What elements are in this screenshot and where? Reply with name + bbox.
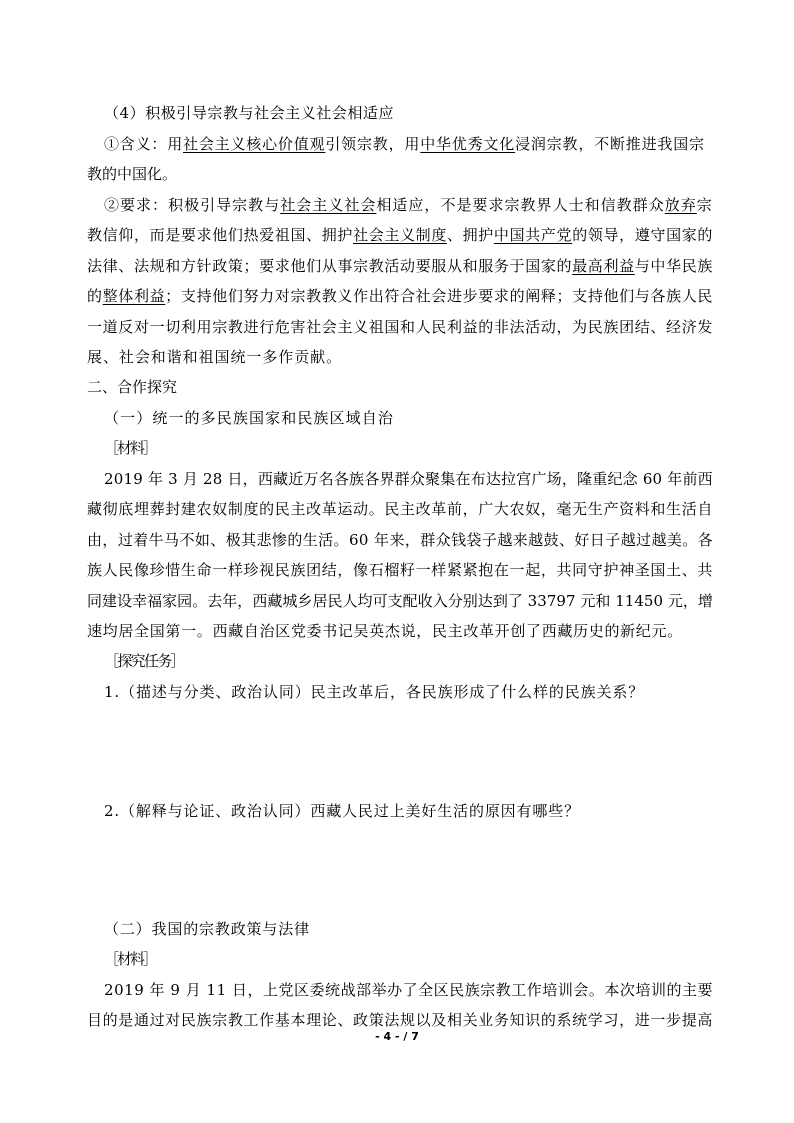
text-run: 引领宗教，用 [325, 135, 421, 153]
underlined-term: 中华优秀文化 [420, 135, 516, 153]
material-paragraph-cont [87, 622, 683, 640]
text-run: ②要求：积极引导宗教与 [104, 196, 281, 214]
material-label [104, 439, 156, 457]
question-1 [104, 683, 644, 701]
text-run: ［材料］ [104, 439, 157, 457]
text-run: ；支持他们努力对宗教教义作出符合社会进步要求的阐释；支持他们与各族人民 [165, 287, 714, 305]
text-run: 1.（描述与分类、政治认同）民主改革后，各民族形成了什么样的民族关系？ [104, 683, 645, 701]
underlined-term: 最高利益 [572, 257, 635, 275]
underlined-term: 社会主义制度 [353, 226, 447, 244]
text-run: 教信仰，而是要求他们热爱祖国、拥护 [87, 226, 354, 244]
paragraph-requirements-cont [87, 226, 713, 244]
underlined-term: 放弃 [664, 196, 697, 214]
underlined-term: 社会主义核心价值观 [183, 135, 326, 153]
text-run: 与中华民族 [634, 257, 714, 275]
text-run: 族人民像珍惜生命一样珍视民族团结，像石榴籽一样紧紧抱在一起，共同守护神圣国土、共 [87, 561, 714, 579]
text-run: 同建设幸福家园。去年，西藏城乡居民人均可支配收入分别达到了 33797 元和 11450 元，增 [87, 592, 713, 610]
paragraph-meaning-cont [87, 165, 177, 183]
section-heading-religion-socialism [104, 104, 394, 122]
text-run: 展、社会和谐和祖国统一多作贡献。 [87, 348, 343, 366]
material-paragraph [104, 470, 713, 488]
text-run: 2019 年 9 月 11 日，上党区委统战部举办了全区民族宗教工作培训会。本次培训的主要 [104, 981, 714, 999]
text-run: 、拥护 [446, 226, 494, 244]
paragraph-meaning [104, 135, 705, 153]
material-paragraph-cont [87, 500, 713, 518]
material-paragraph-cont [87, 592, 713, 610]
paragraph-requirements-cont [87, 348, 342, 366]
text-run: ［材料］ [104, 950, 157, 968]
text-run: ［探究任务］ [104, 652, 184, 670]
text-run: 宗 [696, 196, 713, 214]
text-run: 的 [87, 287, 103, 305]
subsection-heading-religious-policy [104, 920, 310, 938]
underlined-term: 整体利益 [102, 287, 166, 305]
paragraph-requirements-cont [87, 318, 713, 336]
text-run: 一道反对一切利用宗教进行危害社会主义祖国和人民利益的非法活动，为民族团结、经济发 [87, 318, 714, 336]
text-run: 速均居全国第一。西藏自治区党委书记吴英杰说，民主改革开创了西藏历史的新纪元。 [87, 622, 683, 640]
text-run: 的领导，遵守国家的 [572, 226, 714, 244]
inquiry-task-label [104, 652, 184, 670]
text-run: （二）我国的宗教政策与法律 [104, 920, 310, 938]
paragraph-requirements-cont [87, 287, 713, 305]
question-2 [104, 802, 580, 820]
page-number: - 4 - / 7 [375, 1030, 419, 1043]
text-run: 藏彻底埋葬封建农奴制度的民主改革运动。民主改革前，广大农奴，毫无生产资料和生活自 [87, 500, 714, 518]
material-paragraph-2 [104, 981, 713, 999]
paragraph-requirements-cont [87, 257, 713, 275]
section-heading-cooperative-inquiry [87, 378, 177, 396]
underlined-term: 中国共产党 [493, 226, 573, 244]
text-run: （一）统一的多民族国家和民族区域自治 [104, 409, 394, 427]
subsection-heading-ethnic-autonomy [104, 409, 394, 427]
text-run: 浸润宗教，不断推进我国宗 [515, 135, 705, 153]
text-run: 相适应，不是要求宗教界人士和信教群众 [376, 196, 665, 214]
material-paragraph-cont [87, 531, 713, 549]
text-run: 二、合作探究 [87, 378, 178, 396]
text-run: 由，过着牛马不如、极其悲惨的生活。60 年来，群众钱袋子越来越鼓、好日子越过越美。各 [87, 531, 714, 549]
material-label-2 [104, 950, 156, 968]
text-run: 目的是通过对民族宗教工作基本理论、政策法规以及相关业务知识的系统学习，进一步提高 [87, 1011, 714, 1029]
text-run: 法律、法规和方针政策；要求他们从事宗教活动要服从和服务于国家的 [87, 257, 573, 275]
text-run: 2019 年 3 月 28 日，西藏近万名各族各界群众聚集在布达拉宫广场，隆重纪念 60 年前西 [104, 470, 713, 488]
text-run: 2.（解释与论证、政治认同）西藏人民过上美好生活的原因有哪些？ [104, 802, 580, 820]
material-paragraph-2-cont [87, 1011, 713, 1029]
text-run: （4）积极引导宗教与社会主义社会相适应 [104, 104, 394, 122]
text-run: 教的中国化。 [87, 165, 178, 183]
paragraph-requirements [104, 196, 713, 214]
text-run: ①含义：用 [104, 135, 184, 153]
underlined-term: 社会主义社会 [280, 196, 377, 214]
material-paragraph-cont [87, 561, 713, 579]
